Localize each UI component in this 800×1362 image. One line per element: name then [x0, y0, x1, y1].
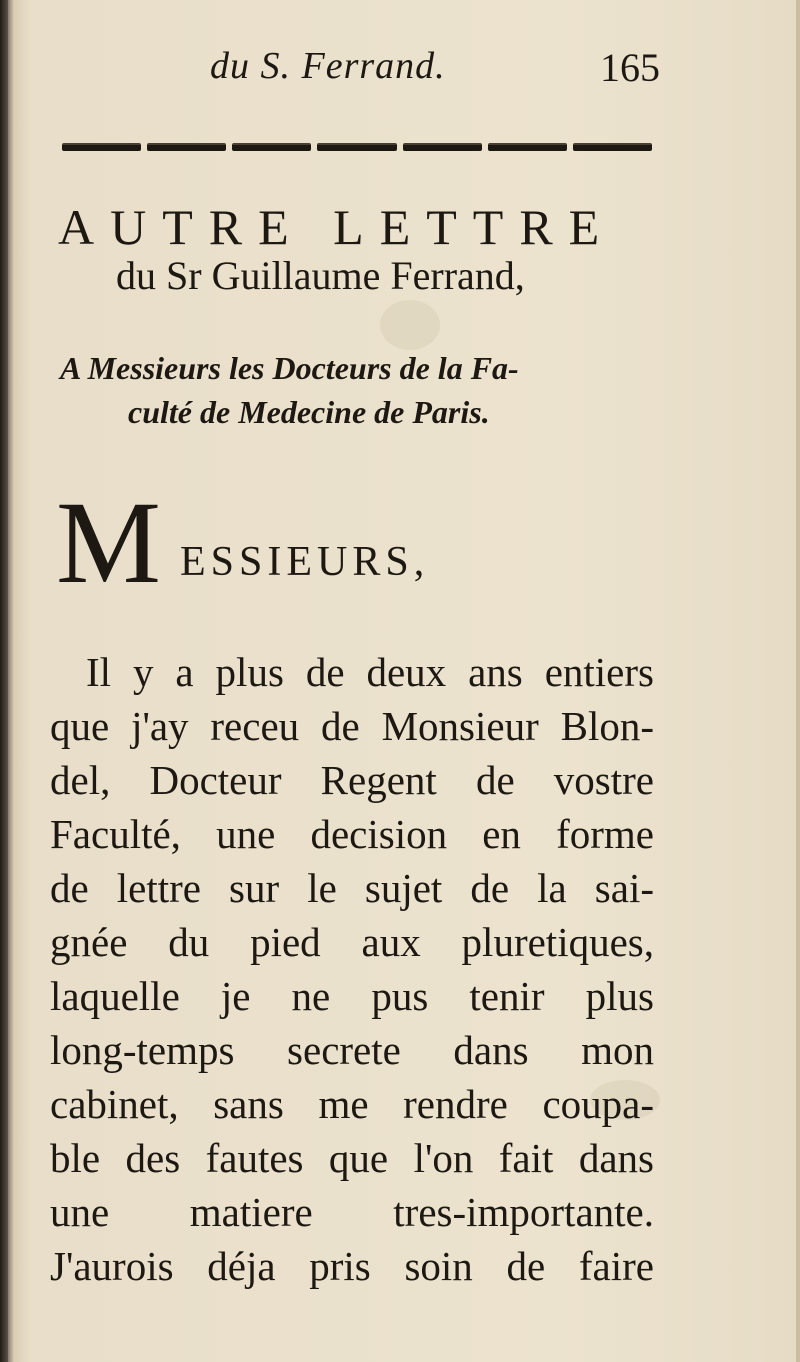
letter-title: AUTRE LETTRE	[58, 199, 616, 255]
drop-initial: M	[56, 477, 161, 608]
addressee-line-2: culté de Medecine de Paris.	[128, 394, 490, 430]
running-head: du S. Ferrand.	[210, 45, 446, 87]
body-line: cabinet, sans me rendre coupa-	[50, 1081, 654, 1127]
body-line: laquelle je ne pus tenir plus	[50, 973, 654, 1019]
addressee-line-1: A Messieurs les Docteurs de la Fa-	[60, 350, 519, 386]
page-number: 165	[600, 45, 660, 90]
paper-stain	[380, 300, 440, 350]
book-spine-edge	[0, 0, 8, 1362]
page-header	[210, 44, 660, 100]
body-line: une matiere tres-importante.	[50, 1189, 654, 1235]
ornamental-rule	[62, 140, 652, 154]
letter-author: du Sr Guillaume Ferrand,	[116, 253, 525, 298]
body-line: gnée du pied aux pluretiques,	[50, 919, 654, 965]
body-line: Faculté, une decision en forme	[50, 811, 654, 857]
salutation-rest: ESSIEURS,	[180, 539, 430, 585]
body-line: Il y a plus de deux ans entiers	[86, 649, 654, 695]
letter-body	[50, 645, 654, 1293]
body-line: J'aurois déja pris soin de faire	[50, 1243, 654, 1289]
salutation	[56, 477, 656, 608]
body-line: del, Docteur Regent de vostre	[50, 757, 654, 803]
body-line: que j'ay receu de Monsieur Blon-	[50, 703, 654, 749]
body-line: ble des fautes que l'on fait dans	[50, 1135, 654, 1181]
body-line: long-temps secrete dans mon	[50, 1027, 654, 1073]
body-line: de lettre sur le sujet de la sai-	[50, 865, 654, 911]
